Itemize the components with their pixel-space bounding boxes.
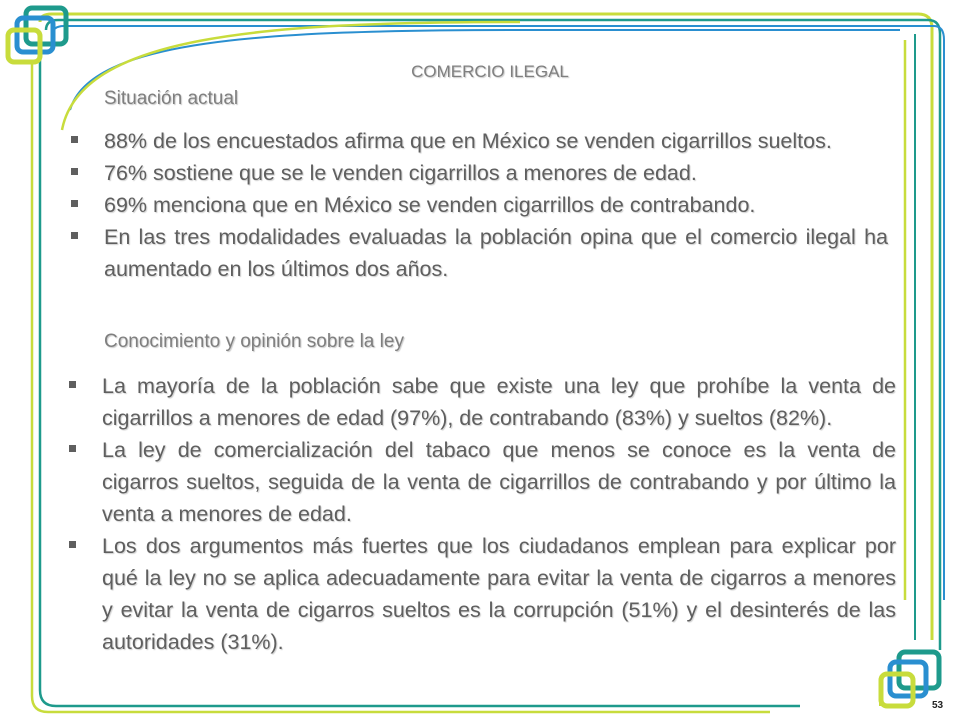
list-item: 88% de los encuestados afirma que en México se venden cigarrillos sueltos. xyxy=(68,125,888,157)
list-item: 69% menciona que en México se venden cigarrillos de contrabando. xyxy=(68,189,888,221)
bullet-list-situacion xyxy=(68,125,888,285)
list-item: La ley de comercialización del tabaco que menos se conoce es la venta de cigarros sueltos, seguida de la venta de cigarrillos de contrabando y por último la venta a menores de edad. xyxy=(66,434,896,530)
slide-title: COMERCIO ILEGAL xyxy=(411,62,569,81)
corner-logo-top-left xyxy=(4,2,74,72)
list-item: La mayoría de la población sabe que existe una ley que prohíbe la venta de cigarrillos a menores de edad (97%), de contrabando (83%) y sueltos (82%). xyxy=(66,370,896,434)
bullet-list-conocimiento xyxy=(66,370,896,658)
section-heading-conocimiento: Conocimiento y opinión sobre la ley xyxy=(104,331,404,352)
list-item: En las tres modalidades evaluadas la población opina que el comercio ilegal ha aumentado en los últimos dos años. xyxy=(68,221,888,285)
list-item: 76% sostiene que se le venden cigarrillos a menores de edad. xyxy=(68,157,888,189)
list-item: Los dos argumentos más fuertes que los ciudadanos emplean para explicar por qué la ley no se aplica adecuadamente para evitar la venta de cigarros a menores y evitar la venta de cigarros sueltos es la corrupción (51%) y el desinterés de las autoridades (31%). xyxy=(66,530,896,658)
section-heading-situacion: Situación actual xyxy=(104,88,239,109)
page-number: 53 xyxy=(932,700,944,711)
